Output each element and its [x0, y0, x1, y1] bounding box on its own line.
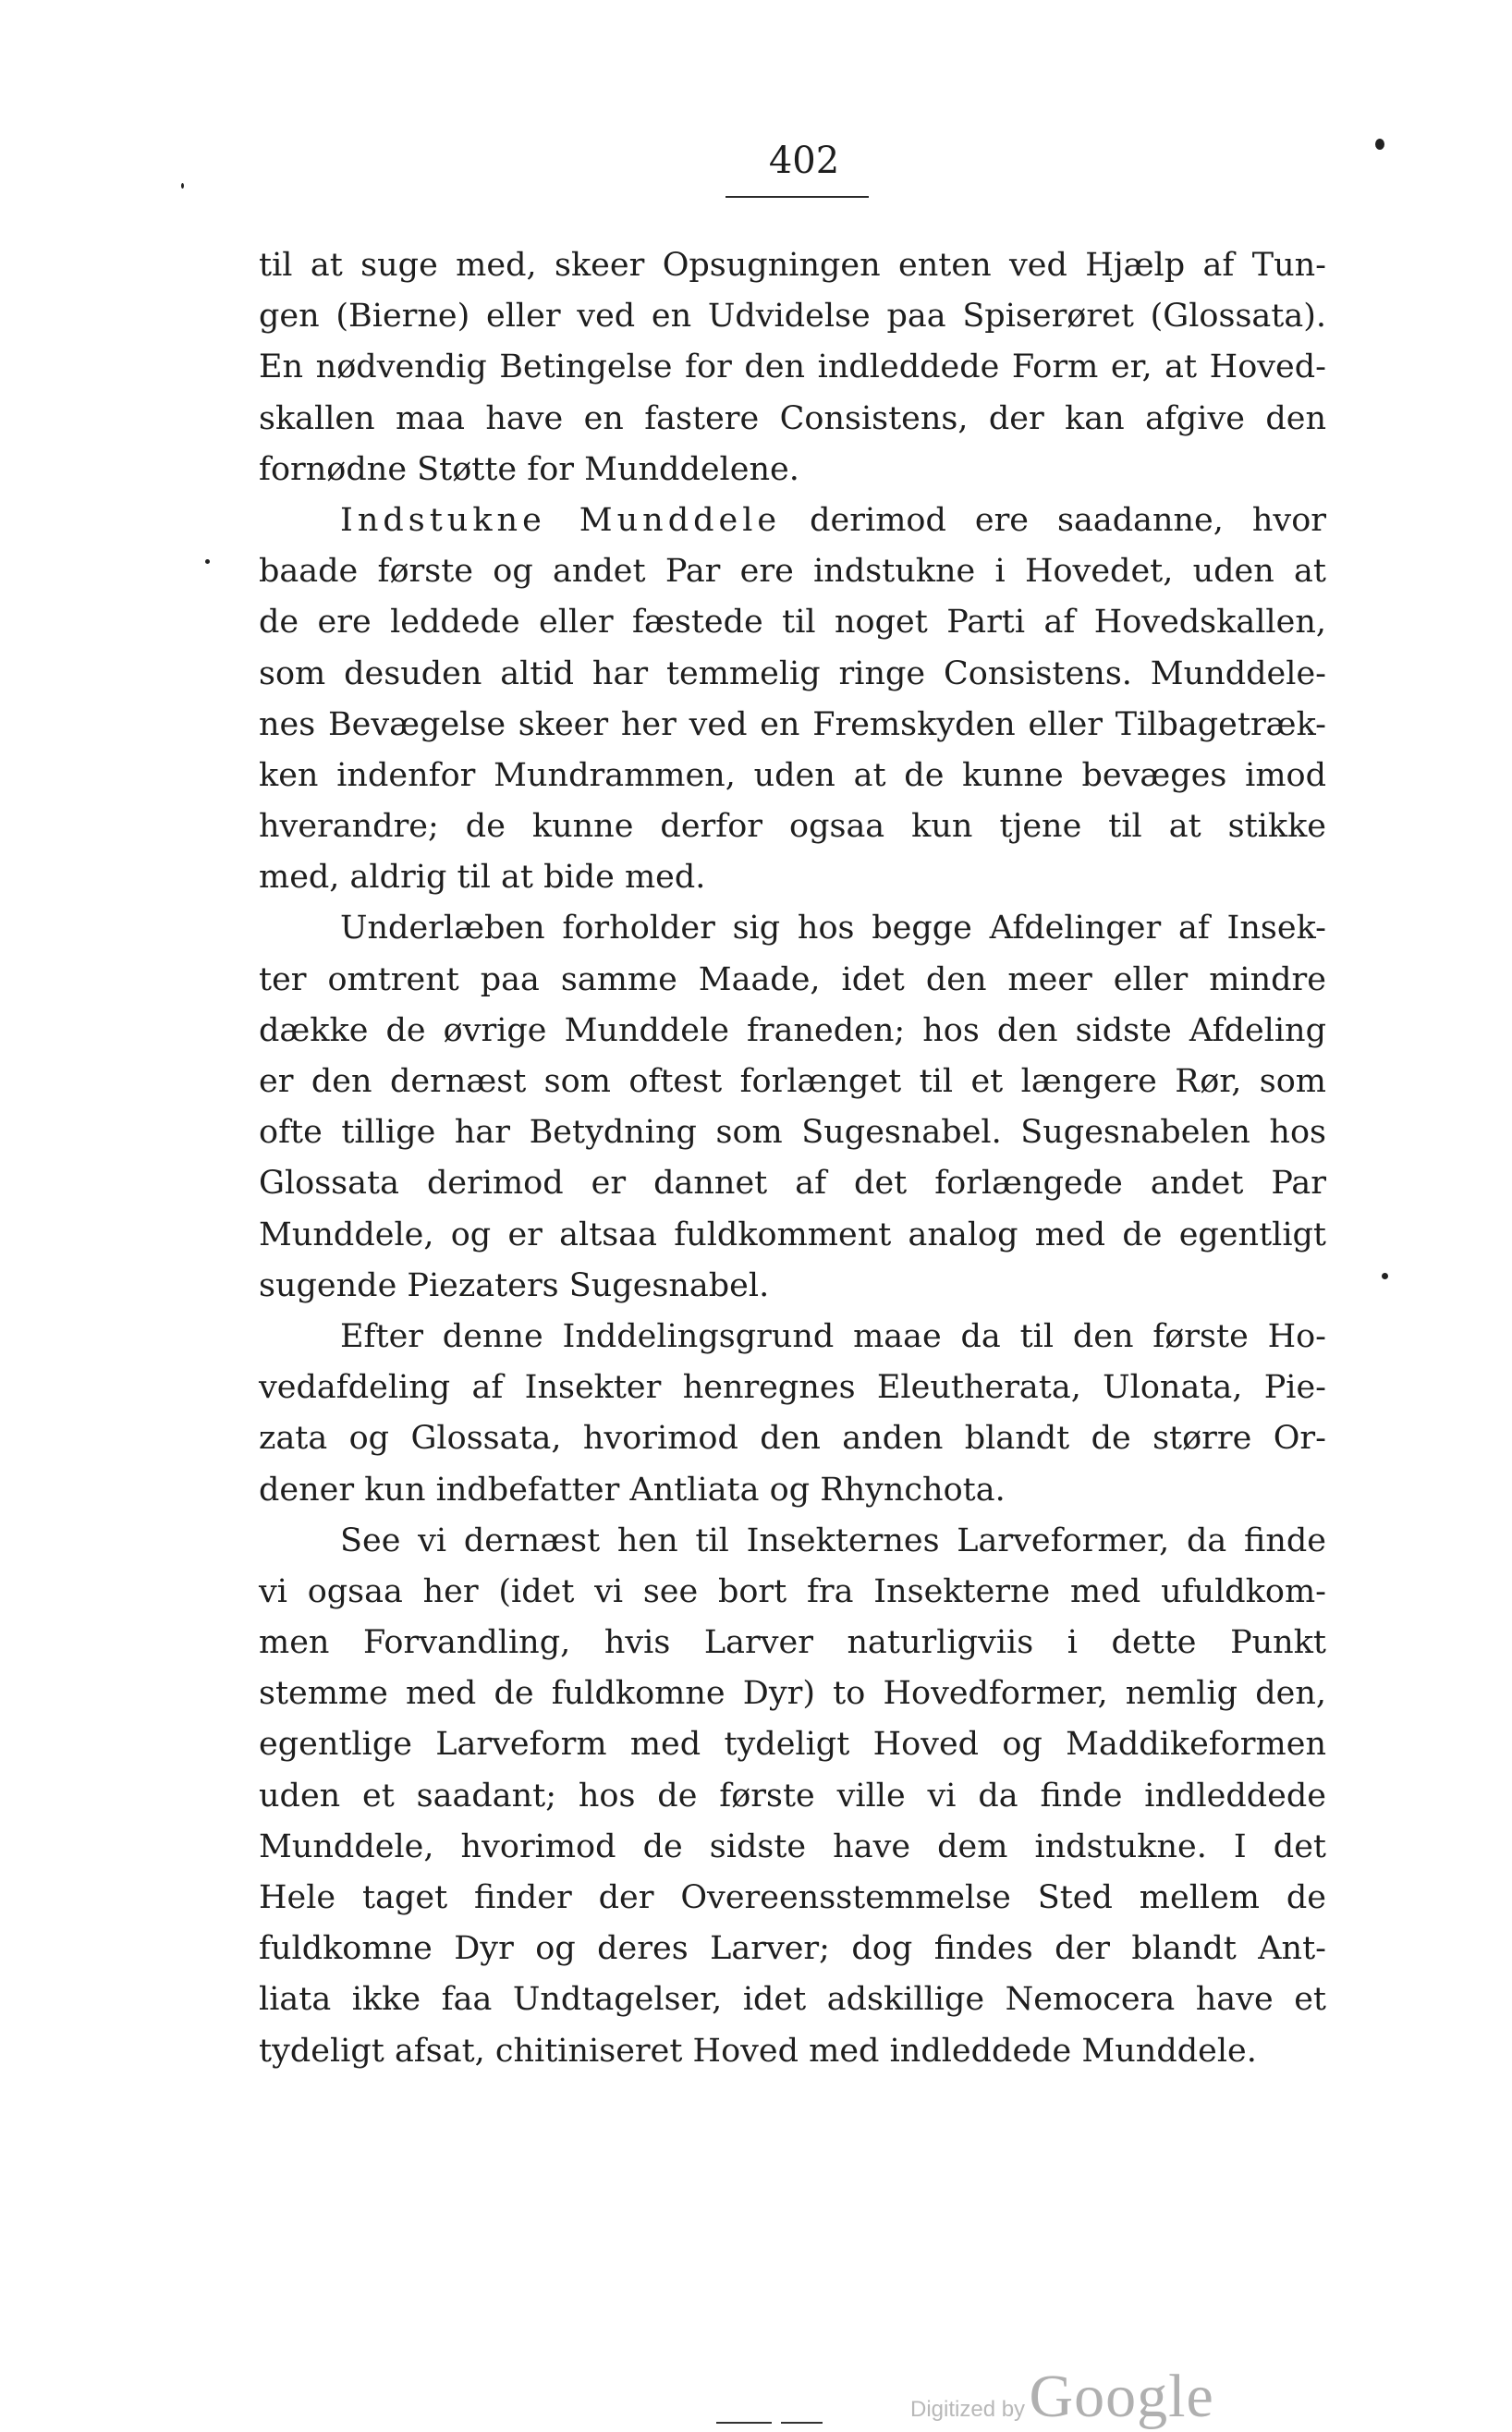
text-line: Underlæben forholder sig hos begge Afdelinger af Insek-: [340, 910, 1326, 947]
footer-rule: [781, 2422, 823, 2424]
text-line: vi ogsaa her (idet vi see bort fra Insekterne med ufuldkom-: [259, 1572, 1326, 1610]
text-line: er den dernæst som oftest forlænget til et længere Rør, som: [259, 1063, 1326, 1100]
text-line: stemme med de fuldkomne Dyr) to Hovedformer, nemlig den,: [259, 1675, 1326, 1713]
text-line: liata ikke faa Undtagelser, idet adskillige Nemocera have et: [259, 1981, 1326, 2019]
text-line: Hele taget finder der Overeensstemmelse Sted mellem de: [259, 1879, 1326, 1916]
text-line: ken indenfor Mundrammen, uden at de kunne bevæges imod: [259, 756, 1326, 794]
footer-rule: [716, 2422, 772, 2424]
text-line-rest: derimod ere saadanne, hvor: [781, 501, 1327, 539]
text-line: dække de øvrige Munddele franeden; hos den sidste Afdeling: [259, 1011, 1326, 1049]
page-number: 402: [768, 140, 840, 182]
text-line: zata og Glossata, hvorimod den anden blandt de større Or-: [259, 1420, 1326, 1458]
text-line: med, aldrig til at bide med.: [259, 859, 706, 897]
text-line: Glossata derimod er dannet af det forlængede andet Par: [259, 1165, 1326, 1203]
text-line: fuldkomne Dyr og deres Larver; dog findes der blandt Ant-: [259, 1930, 1326, 1968]
text-line: Munddele, hvorimod de sidste have dem indstukne. I det: [259, 1827, 1326, 1865]
text-line: skallen maa have en fastere Consistens, der kan afgive den: [259, 399, 1326, 437]
text-line: men Forvandling, hvis Larver naturligviis i dette Punkt: [259, 1624, 1326, 1662]
text-line: til at suge med, skeer Opsugningen enten ved Hjælp af Tun-: [259, 247, 1326, 284]
watermark-prefix: Digitized by: [910, 2397, 1026, 2422]
page-speck: [1375, 139, 1384, 150]
spaced-term: Indstukne Munddele: [340, 501, 782, 539]
text-line: Munddele, og er altsaa fuldkomment analog med de egentligt: [259, 1216, 1326, 1253]
text-line: Efter denne Inddelingsgrund maae da til den første Ho-: [340, 1317, 1326, 1355]
page-number-underline: [726, 196, 869, 198]
body-text: [259, 240, 1326, 2077]
text-line: [259, 495, 1326, 546]
text-line: som desuden altid har temmelig ringe Consistens. Munddele-: [259, 654, 1326, 692]
text-line: de ere leddede eller fæstede til noget Parti af Hovedskallen,: [259, 604, 1326, 642]
text-line: egentlige Larveform med tydeligt Hoved og Maddikeformen: [259, 1726, 1326, 1764]
page-speck: [1382, 1273, 1388, 1279]
text-line: sugende Piezaters Sugesnabel.: [259, 1266, 770, 1304]
text-line: gen (Bierne) eller ved en Udvidelse paa Spiserøret (Glossata).: [259, 298, 1326, 336]
digitized-by-google-watermark: [910, 2362, 1214, 2432]
text-line: fornødne Støtte for Munddelene.: [259, 450, 799, 488]
google-logo: Google: [1029, 2363, 1214, 2430]
text-line: vedafdeling af Insekter henregnes Eleutherata, Ulonata, Pie-: [259, 1369, 1326, 1407]
text-line: See vi dernæst hen til Insekternes Larveformer, da finde: [340, 1522, 1326, 1559]
text-line: ofte tillige har Betydning som Sugesnabel. Sugesnabelen hos: [259, 1114, 1326, 1152]
text-line: hverandre; de kunne derfor ogsaa kun tjene til at stikke: [259, 808, 1326, 846]
page-speck: [181, 183, 184, 189]
text-line: uden et saadant; hos de første ville vi da finde indleddede: [259, 1777, 1326, 1815]
text-line: baade første og andet Par ere indstukne i Hovedet, uden at: [259, 553, 1326, 591]
page-speck: [205, 559, 210, 564]
text-line: ter omtrent paa samme Maade, idet den meer eller mindre: [259, 960, 1326, 998]
text-line: nes Bevægelse skeer her ved en Fremskyden eller Tilbagetræk-: [259, 705, 1326, 743]
text-line: En nødvendig Betingelse for den indleddede Form er, at Hoved-: [259, 348, 1326, 386]
text-line: dener kun indbefatter Antliata og Rhynchota.: [259, 1471, 1006, 1509]
text-line: tydeligt afsat, chitiniseret Hoved med indleddede Munddele.: [259, 2032, 1257, 2070]
